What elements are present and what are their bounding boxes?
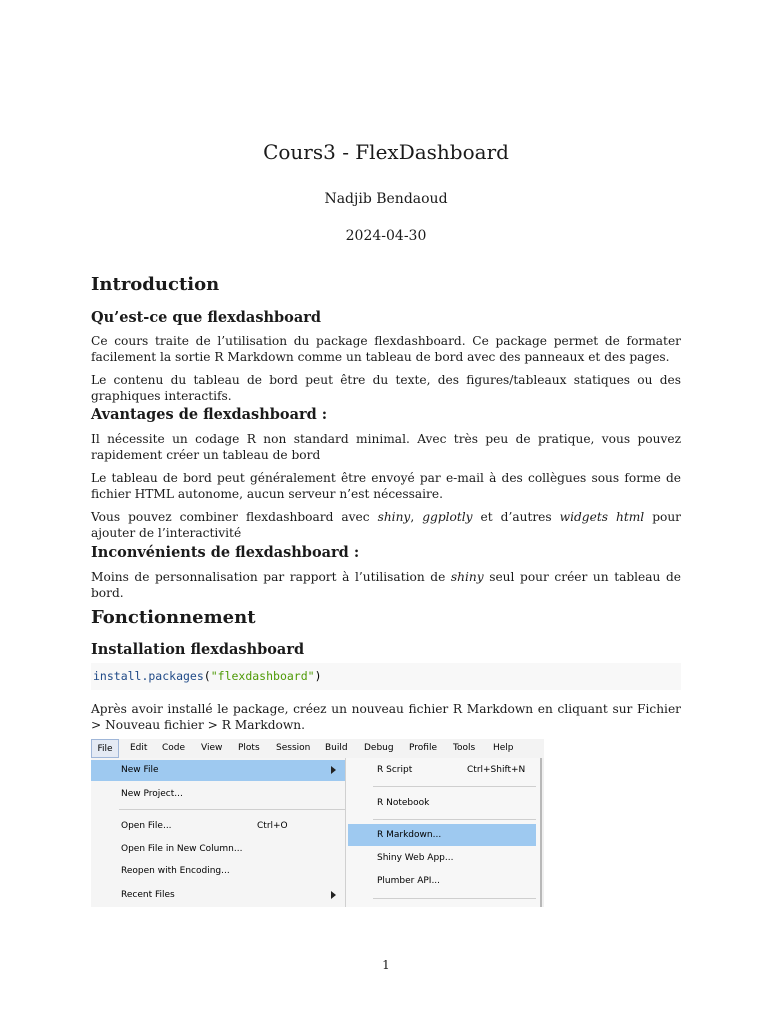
- emphasis-shiny: shiny: [450, 570, 484, 584]
- subsection-heading-installation: Installation flexdashboard: [91, 641, 305, 658]
- subsection-heading-disadvantages: Inconvénients de flexdashboard :: [91, 544, 360, 561]
- file-menu-dropdown: [91, 758, 346, 907]
- text-run: Moins de personnalisation par rapport à l’utilisation de: [91, 570, 451, 584]
- document-author: Nadjib Bendaoud: [324, 191, 448, 207]
- submenu-item-plumber-api[interactable]: Plumber API...: [377, 876, 441, 886]
- code-string: "flexdashboard": [210, 669, 315, 683]
- shortcut-r-script: Ctrl+Shift+N: [467, 765, 526, 775]
- section-heading-fonctionnement: Fonctionnement: [91, 607, 256, 628]
- emphasis-widgets-html: widgets html: [559, 510, 645, 524]
- menu-separator: [373, 786, 536, 787]
- document-date: 2024-04-30: [345, 228, 427, 244]
- submenu-arrow-icon: [331, 891, 336, 899]
- document-title: Cours3 - FlexDashboard: [263, 140, 509, 164]
- section-heading-introduction: Introduction: [91, 274, 220, 295]
- submenu-arrow-icon: [331, 766, 336, 774]
- code-paren-open: (: [203, 669, 211, 683]
- text-run: et d’autres: [472, 510, 560, 524]
- menu-build[interactable]: Build: [325, 743, 348, 753]
- submenu-item-shiny-web-app[interactable]: Shiny Web App...: [377, 853, 454, 863]
- text-run: seul pour créer un tableau de bord.: [91, 570, 681, 600]
- menu-item-open-file[interactable]: Open File...: [121, 821, 172, 831]
- paragraph-advantages-1: Il nécessite un codage R non standard minimal. Avec très peu de pratique, vous pouvez rapidement créer un tableau de bord: [91, 432, 681, 462]
- menu-debug[interactable]: Debug: [364, 743, 394, 753]
- submenu-item-r-notebook[interactable]: R Notebook: [377, 798, 430, 808]
- code-paren-close: ): [314, 669, 322, 683]
- paragraph-intro-2: Le contenu du tableau de bord peut être du texte, des figures/tableaux statiques ou des graphiques interactifs.: [91, 373, 681, 403]
- menu-separator: [373, 898, 536, 899]
- emphasis-ggplotly: ggplotly: [422, 510, 473, 524]
- code-block-install: [91, 663, 681, 690]
- paragraph-disadvantages: [91, 570, 681, 601]
- code-function: install.packages: [93, 669, 204, 683]
- menu-separator: [119, 809, 345, 810]
- menu-view[interactable]: View: [201, 743, 223, 753]
- text-run: ,: [410, 510, 423, 524]
- menu-code[interactable]: Code: [162, 743, 186, 753]
- shortcut-open-file: Ctrl+O: [257, 821, 288, 831]
- menu-item-new-project[interactable]: New Project...: [121, 789, 183, 799]
- submenu-item-r-markdown[interactable]: R Markdown...: [377, 830, 442, 840]
- menu-separator: [373, 819, 536, 820]
- paragraph-advantages-3: [91, 510, 681, 541]
- submenu-item-r-script[interactable]: R Script: [377, 765, 413, 775]
- new-file-submenu: [345, 758, 542, 907]
- rstudio-menu-screenshot: [91, 739, 544, 907]
- menubar: [91, 739, 544, 758]
- paragraph-intro-1: Ce cours traite de l’utilisation du package flexdashboard. Ce package permet de formater facilement la sortie R Markdown comme un tableau de bord avec des panneaux et des pages.: [91, 334, 681, 364]
- menu-edit[interactable]: Edit: [130, 743, 148, 753]
- menu-plots[interactable]: Plots: [238, 743, 260, 753]
- menu-item-recent-files[interactable]: Recent Files: [121, 890, 175, 900]
- text-run: Vous pouvez combiner flexdashboard avec: [91, 510, 378, 524]
- subsection-heading-what-is: Qu’est-ce que flexdashboard: [91, 309, 322, 326]
- emphasis-shiny: shiny: [377, 510, 411, 524]
- menu-help[interactable]: Help: [493, 743, 514, 753]
- menu-tools[interactable]: Tools: [453, 743, 476, 753]
- menu-item-open-file-new-column[interactable]: Open File in New Column...: [121, 844, 243, 854]
- paragraph-installation: Après avoir installé le package, créez un nouveau fichier R Markdown en cliquant sur Fichier > Nouveau fichier > R Markdown.: [91, 702, 681, 732]
- menu-item-reopen-encoding[interactable]: Reopen with Encoding...: [121, 866, 230, 876]
- menu-item-new-file[interactable]: New File: [121, 765, 159, 775]
- menu-profile[interactable]: Profile: [409, 743, 437, 753]
- menu-session[interactable]: Session: [276, 743, 311, 753]
- menu-file[interactable]: File: [91, 739, 119, 758]
- text-run: pour ajouter de l’interactivité: [91, 510, 682, 540]
- paragraph-advantages-2: Le tableau de bord peut généralement être envoyé par e-mail à des collègues sous forme de fichier HTML autonome, aucun serveur n’est nécessaire.: [91, 471, 681, 501]
- page-number: 1: [382, 958, 390, 972]
- subsection-heading-advantages: Avantages de flexdashboard :: [91, 406, 328, 423]
